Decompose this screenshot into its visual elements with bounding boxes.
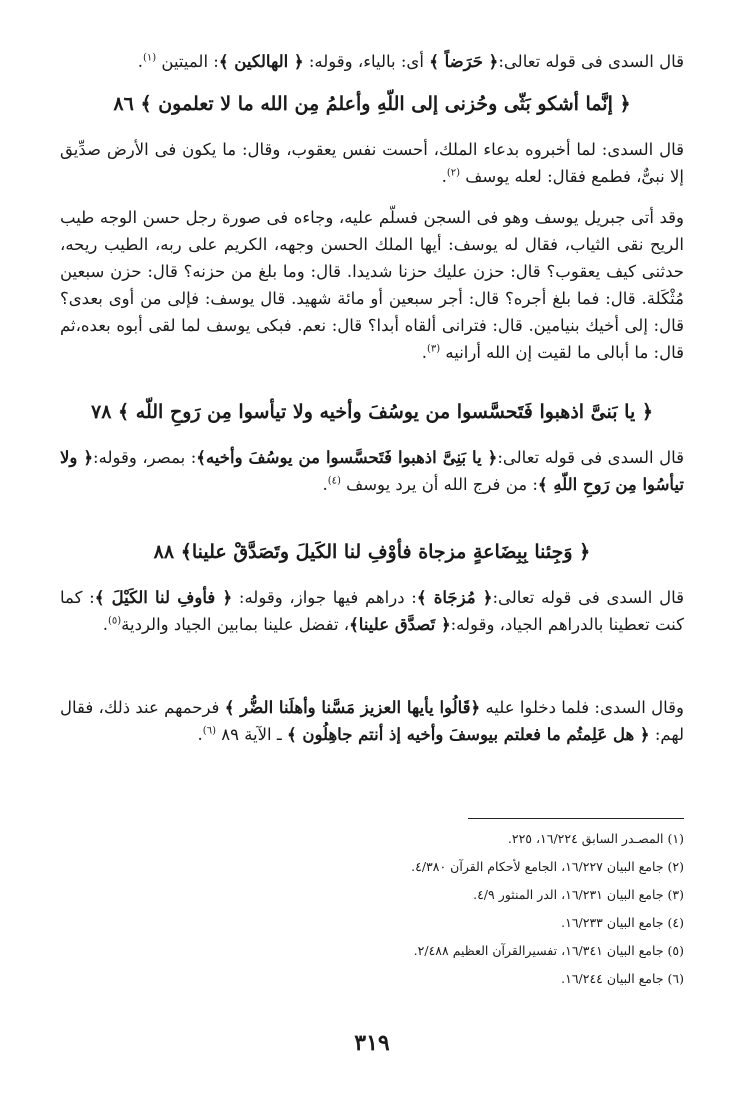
footnote-ref: (٤) — [327, 475, 341, 487]
text: . — [137, 52, 143, 71]
paragraph-1 — [60, 48, 684, 75]
text: قال السدى: لما أخبروه بدعاء الملك، أحست نفس يعقوب، وقال: ما يكون فى الأرض صدِّيق إلا نبىٌّ، فطمع فقال: لعله يوسف — [60, 140, 684, 186]
text: : من فرج الله أن يرد يوسف — [340, 475, 538, 494]
text: قال السدى فى قوله تعالى: — [497, 448, 684, 467]
quran-quote: ﴿ ولا تيأسُوا مِن رَوحِ اللّهِ ﴾ — [60, 448, 684, 494]
text: . — [441, 167, 447, 186]
quran-quote: ﴿ تَصدَّق علينا﴾ — [349, 615, 451, 634]
text: : الميتين — [156, 52, 219, 71]
text: . — [197, 725, 203, 744]
footnote-ref: (١) — [142, 52, 157, 64]
text: : بمصر، وقوله: — [93, 448, 197, 467]
text: : دراهم فيها جواز، وقوله: — [232, 588, 417, 607]
quran-quote: ﴿ مُزجَاة ﴾ — [416, 588, 493, 607]
footnote-2: (٢) جامع البيان ١٦/٢٢٧، الجامع لأحكام القرآن ٤/٣٨٠. — [411, 859, 684, 874]
text: ، تفضل علينا بمابين الجياد والردية — [121, 615, 350, 634]
paragraph-6 — [60, 694, 684, 748]
text: . — [421, 343, 427, 362]
text: : كما كنت تعطينا بالدراهم الجياد، وقوله: — [60, 588, 684, 634]
footnote-1: (١) المصـدر السابق ١٦/٢٢٤، ٢٢٥. — [507, 831, 684, 846]
text: قال السدى فى قوله تعالى: — [492, 588, 685, 607]
footnote-4: (٤) جامع البيان ١٦/٢٣٣. — [561, 915, 684, 930]
text: قال السدى فى قوله تعالى: — [498, 52, 684, 71]
paragraph-3 — [60, 204, 684, 366]
verse-heading-86: ﴿ إنَّما أشكو بَثّى وحُزنى إلى اللّهِ وأعلمُ مِن الله ما لا تعلمون ﴾ ٨٦ — [113, 93, 631, 115]
text: . — [102, 615, 108, 634]
quran-quote: ﴿ يا بَنِىَّ اذهبوا فَتَحسَّسوا من يوسُفَ وأخيه﴾ — [196, 448, 498, 467]
text: ـ الآية ٨٩ — [215, 725, 287, 744]
footnote-ref: (٥) — [107, 615, 122, 627]
footnote-3: (٣) جامع البيان ١٦/٢٣١، الدر المنثور ٤/٩. — [473, 887, 684, 902]
verse-heading-88: ﴿ وَجِئنا بِبِضَاعةٍ مزجاة فأوْفِ لنا الكَيلَ وتَصَدَّقْ علينا﴾ ٨٨ — [153, 541, 591, 563]
footnote-6: (٦) جامع البيان ١٦/٢٤٤. — [561, 971, 684, 986]
quran-quote: ﴿قَالُوا يأيها العزيز مَسَّنا وأهلَنا الضُّر ﴾ — [224, 698, 481, 717]
quran-quote: ﴿ فأوفِ لنا الكَيْلَ ﴾ — [94, 588, 233, 607]
verse-heading-78: ﴿ يا بَنىَّ اذهبوا فَتَحسَّسوا من يوسُفَ وأخيه ولا تيأسوا مِن رَوحِ اللّه ﴾ ٧٨ — [91, 401, 653, 423]
text: وقال السدى: فلما دخلوا عليه — [480, 698, 684, 717]
footnote-ref: (٦) — [202, 725, 216, 737]
quran-quote: ﴿ حَرَضاً ﴾ — [429, 52, 499, 71]
paragraph-4 — [60, 444, 684, 498]
text: . — [322, 475, 328, 494]
text: وقد أتى جبريل يوسف وهو فى السجن فسلّم عليه، وجاءه فى صورة رجل حسن الوجه طيب الريح نقى الثياب، فقال له يوسف: أيها الملك الحسن وجهه، الكريم على ربه، الطيب ريحه، حدثنى كيف يعقوب؟ قال: حزن عليك حزنا شديدا. قال: وما بلغ من حزنه؟ قال: حزن سبعين مُثْكَلة. قال: فما بلغ أجره؟ قال: أجر سبعين أو مائة شهيد. قال يوسف: فإلى من أوى بعدى؟ قال: إلى أخيك بنيامين. قال: فترانى ألقاه أبدا؟ قال: نعم. فبكى يوسف لما لقى أبوه بعده،ثم قال: ما أبالى ما لقيت إن الله أرانيه — [60, 208, 684, 362]
page-number: ٣١٩ — [354, 1030, 390, 1056]
footnote-5: (٥) جامع البيان ١٦/٣٤١، تفسيرالقرآن العظيم ٢/٤٨٨. — [413, 943, 684, 958]
footnote-ref: (٢) — [446, 167, 461, 179]
footnote-ref: (٣) — [426, 343, 441, 355]
quran-quote: ﴿ الهالكين ﴾ — [218, 52, 304, 71]
text: أى: بالياء، وقوله: — [303, 52, 430, 71]
paragraph-2 — [60, 136, 684, 190]
footnote-divider — [468, 818, 684, 819]
paragraph-5 — [60, 584, 684, 638]
text: فرحمهم عند ذلك، فقال لهم: — [60, 698, 684, 744]
quran-quote: ﴿ هل عَلِمتُم ما فعلتم بيوسفَ وأخيه إذ أنتم جاهِلُون ﴾ — [286, 725, 650, 744]
